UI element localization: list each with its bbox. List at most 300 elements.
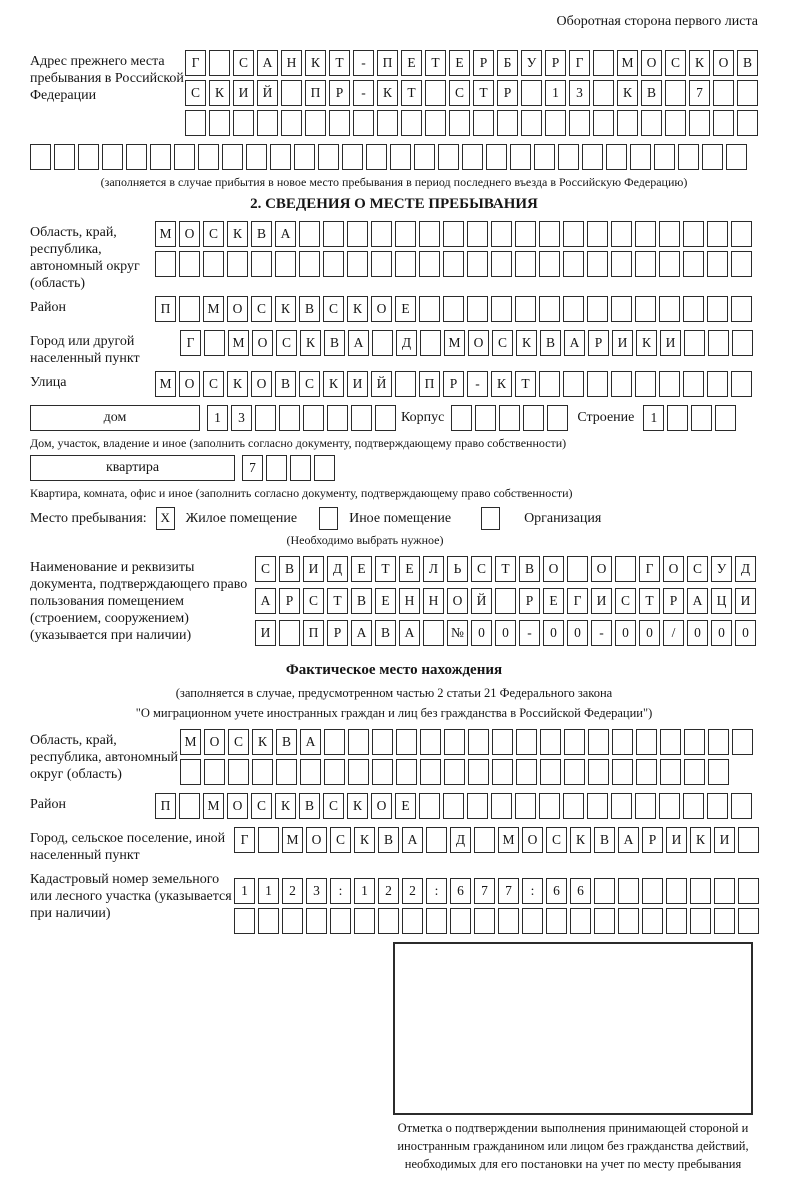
char-cell (473, 110, 494, 136)
char-cell: Г (639, 556, 660, 582)
char-cell: А (351, 620, 372, 646)
char-cell: 1 (258, 878, 279, 904)
char-cell (299, 251, 320, 277)
char-cell: Н (399, 588, 420, 614)
char-cell: О (371, 296, 392, 322)
char-cell (683, 371, 704, 397)
char-cell (255, 405, 276, 431)
doc-block (30, 556, 758, 650)
char-cell (732, 330, 753, 356)
char-cell: 3 (231, 405, 252, 431)
char-cell: И (666, 827, 687, 853)
char-cell (564, 759, 585, 785)
char-cell (372, 759, 393, 785)
char-cell (390, 144, 411, 170)
char-cell: 2 (378, 878, 399, 904)
street-label: Улица (30, 375, 67, 390)
char-cell: М (228, 330, 249, 356)
char-cell: Е (449, 50, 470, 76)
char-cell (667, 405, 688, 431)
char-cell (708, 330, 729, 356)
char-cell: Р (642, 827, 663, 853)
apartment-cells (242, 455, 338, 475)
char-cell: В (594, 827, 615, 853)
char-cell (731, 296, 752, 322)
char-cell (547, 405, 568, 431)
char-cell (475, 405, 496, 431)
char-cell (257, 110, 278, 136)
char-cell (354, 908, 375, 934)
actual-district-block (30, 793, 758, 823)
residential-label: Жилое помещение (185, 510, 298, 526)
char-cell (234, 908, 255, 934)
char-cell (635, 221, 656, 247)
char-cell: Ь (447, 556, 468, 582)
confirmation-stamp-box (393, 942, 753, 1115)
char-cell (275, 251, 296, 277)
char-cell: Р (663, 588, 684, 614)
char-cell (611, 371, 632, 397)
char-cell (582, 144, 603, 170)
char-cell (347, 251, 368, 277)
char-cell: 0 (735, 620, 756, 646)
char-cell (738, 878, 759, 904)
char-cell (102, 144, 123, 170)
char-cell: 0 (543, 620, 564, 646)
char-cell: 1 (207, 405, 228, 431)
char-cell (611, 793, 632, 819)
char-cell (707, 371, 728, 397)
char-cell: И (735, 588, 756, 614)
char-cell (534, 144, 555, 170)
char-cell (179, 251, 200, 277)
street-row (155, 371, 755, 397)
char-cell (642, 908, 663, 934)
char-cell: 2 (402, 878, 423, 904)
char-cell (426, 908, 447, 934)
char-cell: В (351, 588, 372, 614)
char-cell (522, 908, 543, 934)
char-cell (618, 908, 639, 934)
char-cell (491, 793, 512, 819)
char-cell (587, 371, 608, 397)
char-cell (715, 405, 736, 431)
char-cell (299, 221, 320, 247)
region-grid (155, 221, 755, 281)
cadastral-grid (234, 868, 762, 938)
char-cell (330, 908, 351, 934)
char-cell: В (279, 556, 300, 582)
char-cell (738, 827, 759, 853)
char-cell (714, 908, 735, 934)
char-cell (282, 908, 303, 934)
char-cell: Б (497, 50, 518, 76)
char-cell (423, 620, 444, 646)
prev-address-note: (заполняется в случае прибытия в новое место пребывания в период последнего въезда в Российскую Федерацию) (100, 175, 688, 189)
char-cell (492, 759, 513, 785)
residential-checkbox: X (156, 507, 175, 530)
char-cell (683, 221, 704, 247)
char-cell (499, 405, 520, 431)
char-cell (539, 296, 560, 322)
char-cell: М (444, 330, 465, 356)
char-cell: А (257, 50, 278, 76)
char-cell (666, 878, 687, 904)
doc-label: Наименование и реквизиты документа, подтверждающего право пользования помещением (строением, сооружением) (указывается при наличии) (30, 560, 248, 643)
char-cell (659, 221, 680, 247)
char-cell: К (689, 50, 710, 76)
char-cell (731, 371, 752, 397)
house-box: дом (30, 405, 200, 431)
char-cell (666, 908, 687, 934)
char-cell: М (282, 827, 303, 853)
char-cell (324, 729, 345, 755)
char-cell (545, 110, 566, 136)
char-cell (276, 759, 297, 785)
char-cell (563, 793, 584, 819)
char-cell (419, 793, 440, 819)
char-cell: 7 (689, 80, 710, 106)
char-cell: В (299, 793, 320, 819)
char-cell: Ц (711, 588, 732, 614)
actual-city-block (30, 827, 758, 864)
char-cell: О (179, 221, 200, 247)
char-cell: 3 (306, 878, 327, 904)
city-row (180, 330, 756, 356)
char-cell (467, 251, 488, 277)
char-cell (270, 144, 291, 170)
char-cell (588, 759, 609, 785)
char-cell: Р (329, 80, 350, 106)
char-cell (641, 110, 662, 136)
char-cell: С (255, 556, 276, 582)
char-cell: А (564, 330, 585, 356)
char-cell: Г (185, 50, 206, 76)
char-cell (314, 455, 335, 481)
char-cell (612, 729, 633, 755)
char-cell: И (347, 371, 368, 397)
char-cell (611, 251, 632, 277)
char-cell: Т (495, 556, 516, 582)
char-cell: И (714, 827, 735, 853)
char-cell (558, 144, 579, 170)
char-cell (198, 144, 219, 170)
region-label: Область, край, республика, автономный округ (область) (30, 225, 140, 291)
char-cell: : (522, 878, 543, 904)
char-cell (491, 296, 512, 322)
char-cell (563, 221, 584, 247)
char-cell: 1 (545, 80, 566, 106)
section2-title: 2. СВЕДЕНИЯ О МЕСТЕ ПРЕБЫВАНИЯ (250, 196, 538, 212)
city-block (30, 330, 758, 367)
char-cell (419, 251, 440, 277)
char-cell (290, 455, 311, 481)
char-cell: Й (471, 588, 492, 614)
char-cell: К (347, 296, 368, 322)
char-cell: 7 (498, 878, 519, 904)
char-cell (228, 759, 249, 785)
stay-type-row (30, 507, 758, 530)
char-cell (690, 878, 711, 904)
prev-address-row-1 (185, 50, 761, 76)
char-cell: Р (279, 588, 300, 614)
char-cell: Е (395, 793, 416, 819)
char-cell: О (522, 827, 543, 853)
char-cell: И (591, 588, 612, 614)
char-cell: А (402, 827, 423, 853)
char-cell: В (641, 80, 662, 106)
char-cell: С (323, 296, 344, 322)
char-cell (372, 330, 393, 356)
char-cell (347, 221, 368, 247)
actual-region-row-2 (180, 759, 756, 785)
char-cell (635, 371, 656, 397)
char-cell (515, 251, 536, 277)
char-cell (707, 296, 728, 322)
char-cell: Т (515, 371, 536, 397)
char-cell (689, 110, 710, 136)
char-cell: Г (569, 50, 590, 76)
char-cell (683, 793, 704, 819)
char-cell: : (426, 878, 447, 904)
char-cell: Д (450, 827, 471, 853)
char-cell (179, 793, 200, 819)
char-cell (660, 759, 681, 785)
char-cell: Т (473, 80, 494, 106)
char-cell (327, 405, 348, 431)
char-cell (375, 405, 396, 431)
char-cell (510, 144, 531, 170)
char-cell (54, 144, 75, 170)
char-cell: Р (545, 50, 566, 76)
char-cell (498, 908, 519, 934)
char-cell: С (492, 330, 513, 356)
doc-row-1 (255, 556, 759, 582)
char-cell: У (711, 556, 732, 582)
char-cell (618, 878, 639, 904)
char-cell (593, 80, 614, 106)
char-cell (227, 251, 248, 277)
char-cell: 2 (282, 878, 303, 904)
char-cell: Р (443, 371, 464, 397)
char-cell (660, 729, 681, 755)
char-cell: О (468, 330, 489, 356)
stay-label: Место пребывания: (30, 510, 147, 526)
cadastral-row-1 (234, 878, 762, 904)
house-cells (207, 405, 399, 425)
char-cell: 6 (450, 878, 471, 904)
char-cell (306, 908, 327, 934)
char-cell (425, 110, 446, 136)
actual-district-row (155, 793, 755, 819)
char-cell (587, 793, 608, 819)
char-cell: Р (473, 50, 494, 76)
char-cell (665, 80, 686, 106)
char-cell: С (687, 556, 708, 582)
stroenie-cells (643, 405, 739, 425)
char-cell: О (306, 827, 327, 853)
char-cell: В (519, 556, 540, 582)
char-cell (351, 405, 372, 431)
char-cell (222, 144, 243, 170)
char-cell (587, 221, 608, 247)
district-label: Район (30, 300, 66, 315)
char-cell: М (617, 50, 638, 76)
char-cell (707, 251, 728, 277)
cadastral-row-2 (234, 908, 762, 934)
char-cell: Е (375, 588, 396, 614)
char-cell (468, 729, 489, 755)
char-cell (281, 80, 302, 106)
char-cell (78, 144, 99, 170)
char-cell (702, 144, 723, 170)
char-cell: С (203, 221, 224, 247)
back-title: Оборотная сторона первого листа (556, 14, 758, 29)
char-cell (665, 110, 686, 136)
char-cell (203, 251, 224, 277)
actual-region-label: Область, край, республика, автономный округ (область) (30, 733, 179, 782)
char-cell (684, 330, 705, 356)
char-cell: К (305, 50, 326, 76)
char-cell (30, 144, 51, 170)
char-cell: Р (327, 620, 348, 646)
char-cell: С (233, 50, 254, 76)
char-cell: О (252, 330, 273, 356)
prev-address-row-2 (185, 80, 761, 106)
char-cell: П (303, 620, 324, 646)
char-cell (515, 221, 536, 247)
char-cell: О (251, 371, 272, 397)
stamp-caption: Отметка о подтверждении выполнения принимающей стороной и иностранным гражданином или лицом без гражданства действий, необходимых для его постановки на учет по месту пребывания (397, 1121, 749, 1171)
char-cell (474, 908, 495, 934)
char-cell: К (354, 827, 375, 853)
char-cell (642, 878, 663, 904)
char-cell (636, 759, 657, 785)
char-cell: Д (396, 330, 417, 356)
char-cell (570, 908, 591, 934)
char-cell: Е (543, 588, 564, 614)
char-cell (150, 144, 171, 170)
char-cell: В (378, 827, 399, 853)
char-cell (303, 405, 324, 431)
actual-city-label: Город, сельское поселение, иной населенный пункт (30, 831, 226, 863)
char-cell (451, 405, 472, 431)
char-cell (567, 556, 588, 582)
char-cell (732, 729, 753, 755)
actual-city-row (234, 827, 762, 853)
char-cell: К (252, 729, 273, 755)
char-cell: / (663, 620, 684, 646)
char-cell (539, 251, 560, 277)
char-cell (486, 144, 507, 170)
char-cell: О (713, 50, 734, 76)
char-cell (420, 729, 441, 755)
char-cell: О (543, 556, 564, 582)
char-cell (516, 729, 537, 755)
char-cell: В (737, 50, 758, 76)
organization-label: Организация (524, 510, 602, 526)
char-cell: С (251, 296, 272, 322)
char-cell (731, 221, 752, 247)
char-cell: А (275, 221, 296, 247)
char-cell (611, 296, 632, 322)
char-cell: К (636, 330, 657, 356)
region-row-1 (155, 221, 755, 247)
char-cell: К (516, 330, 537, 356)
char-cell: И (233, 80, 254, 106)
char-cell (209, 50, 230, 76)
char-cell (300, 759, 321, 785)
char-cell (420, 759, 441, 785)
char-cell: С (471, 556, 492, 582)
char-cell (539, 793, 560, 819)
char-cell: О (179, 371, 200, 397)
char-cell: В (375, 620, 396, 646)
char-cell (324, 759, 345, 785)
char-cell: 0 (639, 620, 660, 646)
char-cell: В (251, 221, 272, 247)
char-cell (372, 729, 393, 755)
actual-region-block (30, 729, 758, 789)
char-cell (707, 221, 728, 247)
char-cell: А (255, 588, 276, 614)
char-cell (564, 729, 585, 755)
char-cell (539, 221, 560, 247)
char-cell (371, 251, 392, 277)
char-cell: С (323, 793, 344, 819)
char-cell (708, 759, 729, 785)
char-cell (426, 827, 447, 853)
char-cell (462, 144, 483, 170)
char-cell (521, 110, 542, 136)
char-cell (438, 144, 459, 170)
char-cell: Г (180, 330, 201, 356)
actual-district-label: Район (30, 797, 66, 812)
char-cell (714, 878, 735, 904)
char-cell: К (209, 80, 230, 106)
char-cell: С (203, 371, 224, 397)
char-cell: Е (399, 556, 420, 582)
char-cell (179, 296, 200, 322)
char-cell (449, 110, 470, 136)
char-cell (737, 110, 758, 136)
char-cell: 7 (242, 455, 263, 481)
char-cell: П (155, 296, 176, 322)
char-cell (443, 221, 464, 247)
char-cell (726, 144, 747, 170)
char-cell: В (324, 330, 345, 356)
char-cell (348, 729, 369, 755)
char-cell: С (251, 793, 272, 819)
char-cell (443, 793, 464, 819)
char-cell: С (276, 330, 297, 356)
organization-checkbox (481, 507, 500, 530)
char-cell: М (203, 793, 224, 819)
char-cell: А (687, 588, 708, 614)
char-cell (419, 296, 440, 322)
char-cell (617, 110, 638, 136)
char-cell (491, 251, 512, 277)
char-cell: Н (281, 50, 302, 76)
char-cell (419, 221, 440, 247)
char-cell (468, 759, 489, 785)
char-cell (521, 80, 542, 106)
char-cell (155, 251, 176, 277)
other-premises-label: Иное помещение (349, 510, 452, 526)
char-cell: - (353, 80, 374, 106)
char-cell: П (305, 80, 326, 106)
char-cell (378, 908, 399, 934)
